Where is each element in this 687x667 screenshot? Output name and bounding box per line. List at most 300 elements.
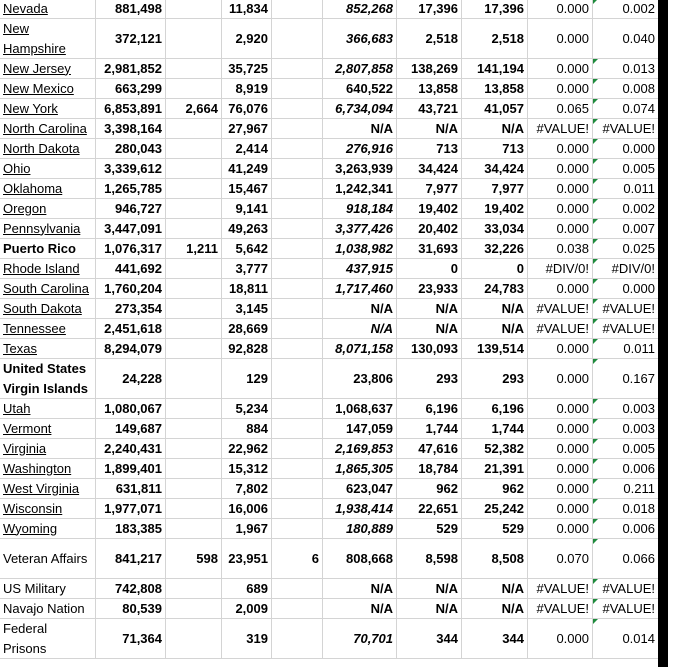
cell-col-1[interactable] <box>96 119 166 138</box>
cell-col-9[interactable] <box>593 219 658 238</box>
cell-col-4[interactable] <box>272 319 323 338</box>
cell-col-6[interactable] <box>397 139 462 158</box>
cell-col-6[interactable] <box>397 259 462 278</box>
cell-col-8[interactable] <box>528 279 593 298</box>
cell-jurisdiction[interactable] <box>0 59 96 78</box>
jurisdiction-link[interactable]: Pennsylvania <box>3 220 81 236</box>
cell-col-5[interactable] <box>323 19 397 58</box>
cell-col-1[interactable] <box>96 579 166 598</box>
cell-col-3[interactable] <box>222 499 272 518</box>
cell-col-5[interactable] <box>323 439 397 458</box>
cell-col-9[interactable] <box>593 439 658 458</box>
cell-col-7[interactable] <box>462 79 528 98</box>
cell-col-4[interactable] <box>272 179 323 198</box>
cell-col-7[interactable] <box>462 419 528 438</box>
cell-col-6[interactable] <box>397 299 462 318</box>
cell-col-5[interactable] <box>323 619 397 658</box>
jurisdiction-link[interactable]: North Dakota <box>3 140 80 156</box>
cell-jurisdiction[interactable] <box>0 599 96 618</box>
cell-col-8[interactable] <box>528 199 593 218</box>
cell-col-3[interactable] <box>222 299 272 318</box>
cell-col-1[interactable] <box>96 179 166 198</box>
cell-col-2[interactable] <box>166 319 222 338</box>
cell-col-5[interactable] <box>323 219 397 238</box>
cell-col-2[interactable] <box>166 159 222 178</box>
cell-col-2[interactable] <box>166 539 222 578</box>
cell-col-9[interactable] <box>593 159 658 178</box>
cell-col-2[interactable] <box>166 299 222 318</box>
cell-col-4[interactable] <box>272 619 323 658</box>
jurisdiction-link[interactable]: South Carolina <box>3 280 89 296</box>
cell-col-7[interactable] <box>462 139 528 158</box>
cell-col-3[interactable] <box>222 199 272 218</box>
cell-col-6[interactable] <box>397 0 462 18</box>
cell-col-7[interactable] <box>462 459 528 478</box>
cell-col-7[interactable] <box>462 159 528 178</box>
cell-col-6[interactable] <box>397 499 462 518</box>
cell-col-7[interactable] <box>462 319 528 338</box>
cell-col-2[interactable] <box>166 119 222 138</box>
cell-col-8[interactable] <box>528 519 593 538</box>
cell-col-1[interactable] <box>96 259 166 278</box>
cell-col-2[interactable] <box>166 279 222 298</box>
cell-col-4[interactable] <box>272 599 323 618</box>
cell-col-9[interactable] <box>593 479 658 498</box>
jurisdiction-link[interactable]: Nevada <box>3 0 48 16</box>
cell-col-4[interactable] <box>272 539 323 578</box>
cell-col-1[interactable] <box>96 399 166 418</box>
cell-col-8[interactable] <box>528 0 593 18</box>
cell-col-7[interactable] <box>462 519 528 538</box>
cell-col-8[interactable] <box>528 539 593 578</box>
cell-jurisdiction[interactable] <box>0 399 96 418</box>
cell-col-2[interactable] <box>166 439 222 458</box>
cell-col-2[interactable] <box>166 259 222 278</box>
cell-col-2[interactable] <box>166 0 222 18</box>
cell-col-1[interactable] <box>96 539 166 578</box>
cell-col-7[interactable] <box>462 339 528 358</box>
cell-col-3[interactable] <box>222 319 272 338</box>
cell-col-1[interactable] <box>96 599 166 618</box>
cell-col-9[interactable] <box>593 359 658 398</box>
cell-col-9[interactable] <box>593 279 658 298</box>
jurisdiction-link[interactable]: New Mexico <box>3 80 74 96</box>
cell-col-9[interactable] <box>593 199 658 218</box>
cell-col-5[interactable] <box>323 279 397 298</box>
cell-jurisdiction[interactable] <box>0 219 96 238</box>
cell-col-8[interactable] <box>528 179 593 198</box>
cell-col-7[interactable] <box>462 119 528 138</box>
cell-col-9[interactable] <box>593 319 658 338</box>
cell-col-1[interactable] <box>96 319 166 338</box>
cell-col-3[interactable] <box>222 159 272 178</box>
cell-col-2[interactable] <box>166 599 222 618</box>
cell-col-8[interactable] <box>528 579 593 598</box>
cell-col-5[interactable] <box>323 119 397 138</box>
cell-col-9[interactable] <box>593 239 658 258</box>
cell-col-8[interactable] <box>528 619 593 658</box>
cell-col-8[interactable] <box>528 99 593 118</box>
cell-jurisdiction[interactable] <box>0 139 96 158</box>
cell-col-9[interactable] <box>593 579 658 598</box>
cell-col-9[interactable] <box>593 179 658 198</box>
cell-col-9[interactable] <box>593 139 658 158</box>
cell-col-4[interactable] <box>272 299 323 318</box>
cell-col-5[interactable] <box>323 79 397 98</box>
cell-col-5[interactable] <box>323 419 397 438</box>
cell-col-3[interactable] <box>222 259 272 278</box>
cell-col-2[interactable] <box>166 99 222 118</box>
cell-col-9[interactable] <box>593 399 658 418</box>
cell-col-3[interactable] <box>222 459 272 478</box>
cell-col-4[interactable] <box>272 399 323 418</box>
cell-col-4[interactable] <box>272 479 323 498</box>
cell-col-8[interactable] <box>528 239 593 258</box>
cell-col-1[interactable] <box>96 79 166 98</box>
cell-col-5[interactable] <box>323 579 397 598</box>
cell-col-7[interactable] <box>462 99 528 118</box>
cell-col-2[interactable] <box>166 419 222 438</box>
cell-jurisdiction[interactable] <box>0 179 96 198</box>
cell-col-1[interactable] <box>96 159 166 178</box>
cell-col-2[interactable] <box>166 19 222 58</box>
cell-col-8[interactable] <box>528 139 593 158</box>
cell-col-7[interactable] <box>462 199 528 218</box>
cell-col-4[interactable] <box>272 79 323 98</box>
cell-col-7[interactable] <box>462 19 528 58</box>
cell-col-3[interactable] <box>222 239 272 258</box>
cell-col-7[interactable] <box>462 259 528 278</box>
cell-col-6[interactable] <box>397 99 462 118</box>
cell-col-5[interactable] <box>323 139 397 158</box>
jurisdiction-link[interactable]: Oklahoma <box>3 180 63 196</box>
cell-col-3[interactable] <box>222 419 272 438</box>
cell-col-1[interactable] <box>96 299 166 318</box>
cell-col-4[interactable] <box>272 159 323 178</box>
cell-col-7[interactable] <box>462 439 528 458</box>
cell-col-2[interactable] <box>166 459 222 478</box>
cell-col-6[interactable] <box>397 19 462 58</box>
cell-col-1[interactable] <box>96 459 166 478</box>
cell-col-4[interactable] <box>272 519 323 538</box>
cell-col-5[interactable] <box>323 159 397 178</box>
cell-col-1[interactable] <box>96 419 166 438</box>
cell-col-8[interactable] <box>528 219 593 238</box>
cell-col-7[interactable] <box>462 59 528 78</box>
cell-col-3[interactable] <box>222 99 272 118</box>
cell-col-7[interactable] <box>462 619 528 658</box>
cell-col-9[interactable] <box>593 539 658 578</box>
cell-col-1[interactable] <box>96 479 166 498</box>
cell-col-1[interactable] <box>96 519 166 538</box>
cell-col-2[interactable] <box>166 359 222 398</box>
cell-col-9[interactable] <box>593 599 658 618</box>
cell-col-6[interactable] <box>397 479 462 498</box>
cell-col-5[interactable] <box>323 0 397 18</box>
cell-col-3[interactable] <box>222 139 272 158</box>
cell-col-6[interactable] <box>397 399 462 418</box>
cell-jurisdiction[interactable] <box>0 119 96 138</box>
cell-col-5[interactable] <box>323 59 397 78</box>
cell-jurisdiction[interactable] <box>0 459 96 478</box>
cell-col-6[interactable] <box>397 119 462 138</box>
cell-jurisdiction[interactable] <box>0 359 96 398</box>
cell-col-2[interactable] <box>166 499 222 518</box>
cell-col-6[interactable] <box>397 439 462 458</box>
cell-col-1[interactable] <box>96 139 166 158</box>
cell-col-6[interactable] <box>397 319 462 338</box>
cell-col-1[interactable] <box>96 279 166 298</box>
cell-col-3[interactable] <box>222 519 272 538</box>
cell-col-9[interactable] <box>593 19 658 58</box>
cell-col-2[interactable] <box>166 619 222 658</box>
jurisdiction-link[interactable]: Virginia <box>3 440 47 456</box>
cell-col-4[interactable] <box>272 459 323 478</box>
cell-col-8[interactable] <box>528 599 593 618</box>
cell-col-2[interactable] <box>166 139 222 158</box>
cell-jurisdiction[interactable] <box>0 259 96 278</box>
cell-col-6[interactable] <box>397 239 462 258</box>
cell-col-7[interactable] <box>462 499 528 518</box>
cell-col-7[interactable] <box>462 0 528 18</box>
cell-col-7[interactable] <box>462 299 528 318</box>
cell-col-1[interactable] <box>96 99 166 118</box>
cell-col-9[interactable] <box>593 99 658 118</box>
cell-col-3[interactable] <box>222 579 272 598</box>
cell-col-8[interactable] <box>528 159 593 178</box>
cell-col-3[interactable] <box>222 59 272 78</box>
jurisdiction-link[interactable]: New Jersey <box>3 60 71 76</box>
cell-col-4[interactable] <box>272 419 323 438</box>
cell-col-8[interactable] <box>528 339 593 358</box>
cell-jurisdiction[interactable] <box>0 0 96 18</box>
cell-col-4[interactable] <box>272 19 323 58</box>
cell-col-2[interactable] <box>166 479 222 498</box>
cell-col-3[interactable] <box>222 79 272 98</box>
cell-col-9[interactable] <box>593 519 658 538</box>
cell-col-9[interactable] <box>593 619 658 658</box>
jurisdiction-link[interactable]: Texas <box>3 340 37 356</box>
cell-col-4[interactable] <box>272 259 323 278</box>
cell-col-7[interactable] <box>462 179 528 198</box>
cell-col-4[interactable] <box>272 279 323 298</box>
cell-col-9[interactable] <box>593 119 658 138</box>
cell-col-5[interactable] <box>323 239 397 258</box>
cell-col-6[interactable] <box>397 199 462 218</box>
cell-jurisdiction[interactable] <box>0 159 96 178</box>
cell-col-1[interactable] <box>96 619 166 658</box>
jurisdiction-link[interactable]: Wyoming <box>3 520 58 536</box>
cell-col-8[interactable] <box>528 499 593 518</box>
jurisdiction-link[interactable]: Ohio <box>3 160 31 176</box>
jurisdiction-link[interactable]: Utah <box>3 400 31 416</box>
cell-col-7[interactable] <box>462 539 528 578</box>
cell-col-6[interactable] <box>397 459 462 478</box>
cell-jurisdiction[interactable] <box>0 319 96 338</box>
jurisdiction-link[interactable]: Oregon <box>3 200 47 216</box>
cell-col-8[interactable] <box>528 19 593 58</box>
cell-jurisdiction[interactable] <box>0 99 96 118</box>
cell-col-3[interactable] <box>222 119 272 138</box>
cell-jurisdiction[interactable] <box>0 499 96 518</box>
cell-col-1[interactable] <box>96 0 166 18</box>
cell-col-5[interactable] <box>323 519 397 538</box>
cell-col-4[interactable] <box>272 199 323 218</box>
cell-col-2[interactable] <box>166 339 222 358</box>
cell-jurisdiction[interactable] <box>0 439 96 458</box>
cell-col-6[interactable] <box>397 279 462 298</box>
cell-jurisdiction[interactable] <box>0 339 96 358</box>
cell-col-2[interactable] <box>166 399 222 418</box>
cell-col-1[interactable] <box>96 239 166 258</box>
cell-col-6[interactable] <box>397 419 462 438</box>
cell-col-3[interactable] <box>222 219 272 238</box>
cell-col-5[interactable] <box>323 339 397 358</box>
cell-col-3[interactable] <box>222 399 272 418</box>
cell-jurisdiction[interactable] <box>0 419 96 438</box>
cell-col-7[interactable] <box>462 279 528 298</box>
cell-col-1[interactable] <box>96 219 166 238</box>
jurisdiction-link[interactable]: Wisconsin <box>3 500 63 516</box>
cell-col-7[interactable] <box>462 479 528 498</box>
cell-col-1[interactable] <box>96 199 166 218</box>
cell-col-5[interactable] <box>323 479 397 498</box>
cell-col-6[interactable] <box>397 519 462 538</box>
cell-col-7[interactable] <box>462 219 528 238</box>
cell-col-9[interactable] <box>593 0 658 18</box>
cell-col-4[interactable] <box>272 99 323 118</box>
cell-col-8[interactable] <box>528 459 593 478</box>
cell-col-6[interactable] <box>397 619 462 658</box>
cell-col-5[interactable] <box>323 299 397 318</box>
cell-jurisdiction[interactable] <box>0 239 96 258</box>
cell-col-7[interactable] <box>462 239 528 258</box>
cell-col-3[interactable] <box>222 599 272 618</box>
cell-col-7[interactable] <box>462 359 528 398</box>
cell-col-8[interactable] <box>528 59 593 78</box>
cell-jurisdiction[interactable] <box>0 579 96 598</box>
cell-col-6[interactable] <box>397 59 462 78</box>
jurisdiction-link[interactable]: West Virginia <box>3 480 80 496</box>
cell-jurisdiction[interactable] <box>0 299 96 318</box>
cell-col-9[interactable] <box>593 419 658 438</box>
cell-col-8[interactable] <box>528 359 593 398</box>
cell-col-4[interactable] <box>272 219 323 238</box>
cell-col-4[interactable] <box>272 339 323 358</box>
cell-col-3[interactable] <box>222 0 272 18</box>
cell-col-9[interactable] <box>593 299 658 318</box>
cell-col-9[interactable] <box>593 339 658 358</box>
cell-col-6[interactable] <box>397 179 462 198</box>
cell-col-5[interactable] <box>323 99 397 118</box>
cell-col-3[interactable] <box>222 619 272 658</box>
cell-col-6[interactable] <box>397 159 462 178</box>
cell-col-3[interactable] <box>222 339 272 358</box>
cell-jurisdiction[interactable] <box>0 79 96 98</box>
jurisdiction-link[interactable]: North Carolina <box>3 120 87 136</box>
cell-col-5[interactable] <box>323 399 397 418</box>
cell-col-7[interactable] <box>462 399 528 418</box>
cell-col-6[interactable] <box>397 359 462 398</box>
cell-col-2[interactable] <box>166 579 222 598</box>
cell-col-9[interactable] <box>593 59 658 78</box>
cell-col-5[interactable] <box>323 539 397 578</box>
cell-col-4[interactable] <box>272 579 323 598</box>
cell-col-8[interactable] <box>528 419 593 438</box>
cell-col-1[interactable] <box>96 499 166 518</box>
cell-col-8[interactable] <box>528 259 593 278</box>
cell-col-9[interactable] <box>593 259 658 278</box>
jurisdiction-link[interactable]: Tennessee <box>3 320 66 336</box>
cell-col-5[interactable] <box>323 179 397 198</box>
cell-col-7[interactable] <box>462 599 528 618</box>
cell-jurisdiction[interactable] <box>0 519 96 538</box>
cell-col-3[interactable] <box>222 359 272 398</box>
cell-col-7[interactable] <box>462 579 528 598</box>
cell-col-5[interactable] <box>323 499 397 518</box>
cell-col-9[interactable] <box>593 499 658 518</box>
jurisdiction-link[interactable]: Washington <box>3 460 72 476</box>
cell-jurisdiction[interactable] <box>0 199 96 218</box>
cell-col-4[interactable] <box>272 359 323 398</box>
cell-col-3[interactable] <box>222 179 272 198</box>
cell-col-2[interactable] <box>166 199 222 218</box>
cell-col-4[interactable] <box>272 139 323 158</box>
cell-col-9[interactable] <box>593 459 658 478</box>
cell-col-2[interactable] <box>166 219 222 238</box>
cell-col-2[interactable] <box>166 79 222 98</box>
jurisdiction-link[interactable]: Rhode Island <box>3 260 80 276</box>
cell-col-6[interactable] <box>397 579 462 598</box>
cell-col-1[interactable] <box>96 439 166 458</box>
cell-col-5[interactable] <box>323 459 397 478</box>
cell-col-2[interactable] <box>166 59 222 78</box>
cell-col-6[interactable] <box>397 79 462 98</box>
cell-col-2[interactable] <box>166 239 222 258</box>
cell-col-5[interactable] <box>323 259 397 278</box>
cell-col-8[interactable] <box>528 119 593 138</box>
jurisdiction-link[interactable]: New York <box>3 100 58 116</box>
cell-col-4[interactable] <box>272 439 323 458</box>
cell-jurisdiction[interactable] <box>0 19 96 58</box>
cell-col-2[interactable] <box>166 179 222 198</box>
cell-col-4[interactable] <box>272 119 323 138</box>
cell-col-5[interactable] <box>323 199 397 218</box>
cell-col-6[interactable] <box>397 599 462 618</box>
cell-jurisdiction[interactable] <box>0 619 96 658</box>
cell-col-8[interactable] <box>528 299 593 318</box>
cell-col-1[interactable] <box>96 339 166 358</box>
cell-col-5[interactable] <box>323 599 397 618</box>
cell-col-1[interactable] <box>96 59 166 78</box>
cell-col-8[interactable] <box>528 479 593 498</box>
cell-col-3[interactable] <box>222 19 272 58</box>
cell-col-5[interactable] <box>323 359 397 398</box>
cell-col-1[interactable] <box>96 19 166 58</box>
cell-col-2[interactable] <box>166 519 222 538</box>
cell-col-6[interactable] <box>397 219 462 238</box>
cell-col-9[interactable] <box>593 79 658 98</box>
cell-col-3[interactable] <box>222 539 272 578</box>
cell-col-4[interactable] <box>272 499 323 518</box>
cell-col-4[interactable] <box>272 239 323 258</box>
cell-col-8[interactable] <box>528 399 593 418</box>
cell-col-3[interactable] <box>222 439 272 458</box>
cell-jurisdiction[interactable] <box>0 479 96 498</box>
cell-col-4[interactable] <box>272 59 323 78</box>
cell-col-3[interactable] <box>222 479 272 498</box>
cell-col-8[interactable] <box>528 439 593 458</box>
